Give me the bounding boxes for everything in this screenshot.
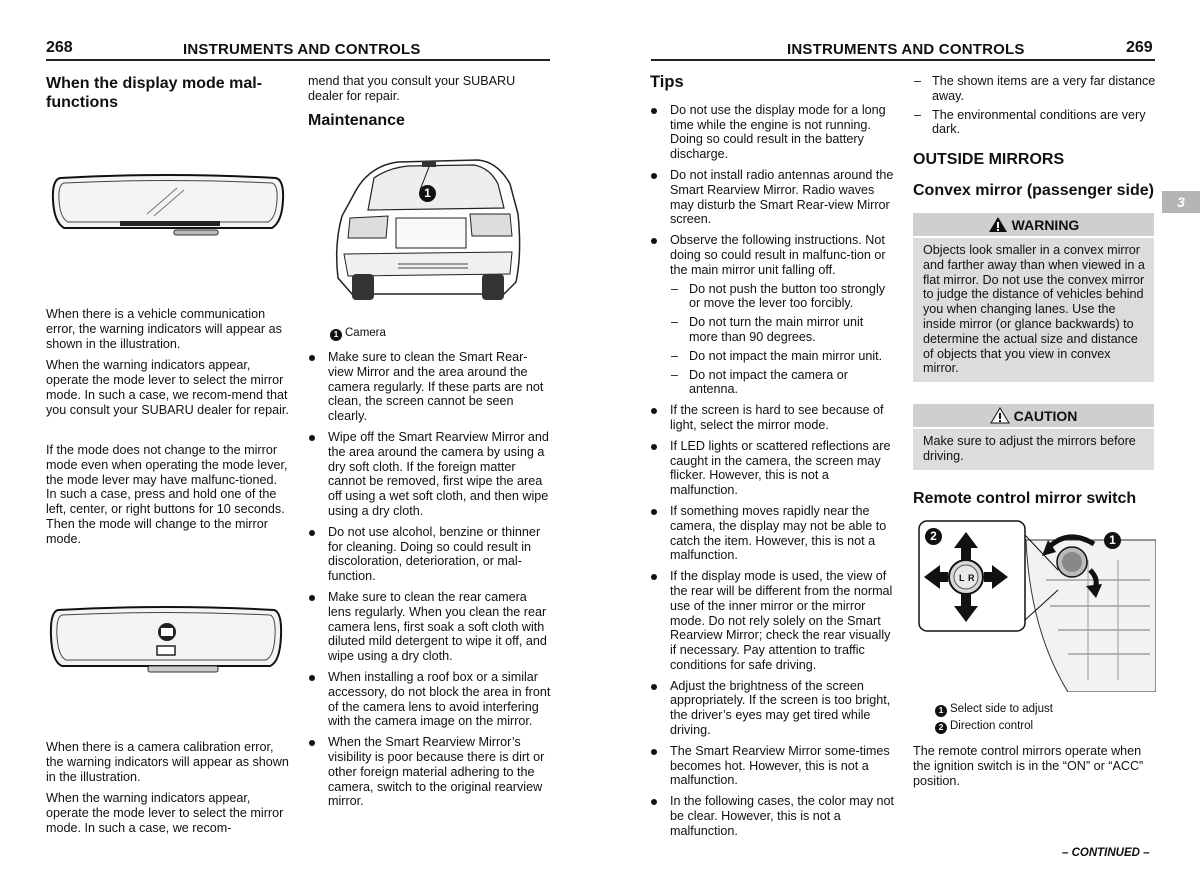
dash-item: – The environmental conditions are very dark. — [913, 108, 1157, 138]
header-rule-right — [651, 59, 1155, 61]
mirror-illustration-calibration-error — [48, 600, 284, 680]
chapter-side-tab: 3 — [1162, 191, 1200, 213]
caption-select-side — [935, 701, 1053, 718]
list-item: Do not use the display mode for a long time while the engine is not running. Doing so could result in the battery discharge. — [650, 103, 894, 162]
caption-number-badge: 2 — [935, 722, 947, 734]
caption-direction-control-text: Direction control — [950, 720, 1034, 732]
heading-maintenance: Maintenance — [308, 111, 405, 129]
dash-item: – Do not turn the main mirror unit more than 90 degrees. — [670, 315, 894, 345]
right-column-3 — [650, 75, 894, 845]
heading-convex-mirror: Convex mirror (passenger side) — [913, 182, 1154, 200]
mirror-illustration-communication-error — [50, 170, 286, 240]
warning-box-header — [913, 213, 1154, 238]
list-item: In the following cases, the color may not be clear. However, this is not a malfunction. — [650, 794, 894, 838]
remote-control-heading-container — [913, 489, 1157, 516]
heading-tips: Tips — [650, 73, 684, 91]
paragraph-communication-error: When there is a vehicle communication error, the warning indicators will appear as shown in the illustration. — [46, 307, 282, 351]
caption-camera — [330, 325, 386, 342]
caption-select-side-text: Select side to adjust — [950, 703, 1053, 715]
callout-select-side-marker: 1 — [1104, 532, 1121, 549]
dash-item: – Do not push the button too strongly or move the lever too forcibly. — [670, 282, 894, 312]
list-item-text: Observe the following instructions. Not doing so could result in malfunc-tion or the main mirror unit falling off. — [670, 233, 886, 277]
left-column-1 — [46, 74, 290, 120]
warning-title: WARNING — [1011, 217, 1080, 233]
maintenance-bullet-list-container — [308, 350, 552, 815]
color-conditions-dash-list — [913, 74, 1157, 137]
caution-text: Make sure to adjust the mirrors before driving. — [923, 434, 1136, 463]
left-column-2 — [308, 74, 552, 138]
paragraph-continued-consult-dealer: mend that you consult your SUBARU dealer for repair. — [308, 74, 516, 103]
caption-number-badge: 1 — [330, 329, 342, 341]
dash-item: – The shown items are a very far distance away. — [913, 74, 1157, 104]
list-item: If something moves rapidly near the camera, the display may not be able to catch the item. However, this is not a malfunction. — [650, 504, 894, 563]
caution-box — [913, 404, 1154, 470]
list-item: Do not install radio antennas around the Smart Rearview Mirror. Radio waves may disturb the Smart Rear-view Mirror screen. — [650, 168, 894, 227]
list-item: If the screen is hard to see because of light, select the mirror mode. — [650, 403, 894, 433]
list-item: When installing a roof box or a similar accessory, do not block the area in front of the camera lens to avoid interfering with the camera image on the mirror. — [308, 670, 552, 729]
callout-direction-control-marker: 2 — [925, 528, 942, 545]
heading-remote-control-mirror-switch: Remote control mirror switch — [913, 490, 1137, 507]
tips-bullet-list — [650, 103, 894, 839]
switch-label-r: R — [968, 573, 975, 583]
header-rule-left — [46, 59, 550, 61]
caption-direction-control — [935, 718, 1053, 735]
paragraph-mode-lever-malfunction: If the mode does not change to the mirror mode even when operating the mode lever, the mode lever may have malfunc-tioned. In such a case, press and hold one of the left, center, or right buttons for 10 seconds. Then the mode will change to the mirror mode. — [46, 443, 288, 546]
heading-display-mode-malfunctions: When the display mode mal-functions — [46, 75, 263, 111]
header-title-right: INSTRUMENTS AND CONTROLS — [787, 41, 1025, 58]
warning-text: Objects look smaller in a convex mirror and farther away than when viewed in a flat mirror. Do not use the convex mirror to judge the distance of vehicles behind you when changing lanes. Use the inside mirror (or glance backwards) to determine the actual size and distance of objects that you view in convex mirror. — [923, 243, 1145, 376]
instructions-dash-list — [670, 282, 894, 398]
caption-list-remote-switch — [935, 701, 1053, 735]
caution-triangle-icon — [990, 407, 1010, 424]
caution-box-header — [913, 404, 1154, 429]
remote-control-paragraph-container — [913, 744, 1157, 795]
list-item: If the display mode is used, the view of the rear will be different from the normal use of the inner mirror or the mirror mode. Do not rely solely on the Smart Rearview Mirror; check the rear visually if necessary. Pay attention to traffic conditions for safe driving. — [650, 569, 894, 673]
list-item: Make sure to clean the Smart Rear-view Mirror and the area around the camera regularly. If these parts are not clean, the screen cannot be seen clearly. — [308, 350, 552, 424]
list-item: Make sure to clean the rear camera lens regularly. When you clean the rear camera lens, first soak a soft cloth with diluted mild detergent to wipe it off, and wipe using a dry cloth. — [308, 590, 552, 664]
caption-camera-text: Camera — [345, 327, 386, 339]
header-title-left: INSTRUMENTS AND CONTROLS — [183, 41, 421, 58]
left-column-1-text-b — [46, 443, 290, 554]
caption-number-badge: 1 — [935, 705, 947, 717]
paragraph-select-mirror-mode: When the warning indicators appear, operate the mode lever to select the mirror mode. In such a case, we recom-mend that you consult your SUBARU dealer for repair. — [46, 358, 289, 417]
dash-item: – Do not impact the main mirror unit. — [670, 349, 894, 364]
list-item: The Smart Rearview Mirror some-times becomes hot. However, this is not a malfunction. — [650, 744, 894, 788]
paragraph-calibration-error: When there is a camera calibration error, the warning indicators will appear as shown in the illustration. — [46, 740, 289, 784]
list-item: Adjust the brightness of the screen appropriately. If the screen is too bright, the driver’s eyes may get tired while driving. — [650, 679, 894, 738]
maintenance-bullet-list — [308, 350, 552, 809]
left-column-1-text-a — [46, 307, 290, 425]
list-item — [650, 233, 894, 397]
list-item: When the Smart Rearview Mirror’s visibility is poor because there is dirt or other foreign material adhering to the camera, switch to the original rearview mirror. — [308, 735, 552, 809]
remote-mirror-switch-illustration — [918, 520, 1156, 692]
switch-label-l: L — [959, 573, 965, 583]
page-number-left: 268 — [46, 39, 73, 56]
paragraph-select-mirror-mode-2: When the warning indicators appear, operate the mode lever to select the mirror mode. In such a case, we recom- — [46, 791, 284, 835]
caution-title: CAUTION — [1013, 408, 1078, 424]
list-item: If LED lights or scattered reflections are caught in the camera, the screen may flicker. However, this is not a malfunction. — [650, 439, 894, 498]
dash-item: – Do not impact the camera or antenna. — [670, 368, 894, 398]
list-item: Do not use alcohol, benzine or thinner for cleaning. Doing so could result in discoloration, deterioration, or mal-function. — [308, 525, 552, 584]
left-column-1-text-c — [46, 740, 290, 843]
continued-marker: – CONTINUED – — [1062, 847, 1150, 859]
list-item: Wipe off the Smart Rearview Mirror and the area around the camera by using a dry soft cloth. If the foreign matter cannot be removed, first wipe the area off using a wet soft cloth, and then wipe using a dry cloth. — [308, 430, 552, 519]
right-column-4 — [913, 74, 1157, 208]
vehicle-rear-camera-illustration — [328, 154, 522, 306]
heading-outside-mirrors: OUTSIDE MIRRORS — [913, 151, 1065, 169]
warning-triangle-icon — [988, 216, 1008, 233]
warning-box — [913, 213, 1154, 382]
callout-camera-marker: 1 — [419, 185, 436, 202]
page-number-right: 269 — [1126, 39, 1153, 56]
paragraph-remote-control-operation: The remote control mirrors operate when the ignition switch is in the “ON” or “ACC” position. — [913, 744, 1144, 788]
